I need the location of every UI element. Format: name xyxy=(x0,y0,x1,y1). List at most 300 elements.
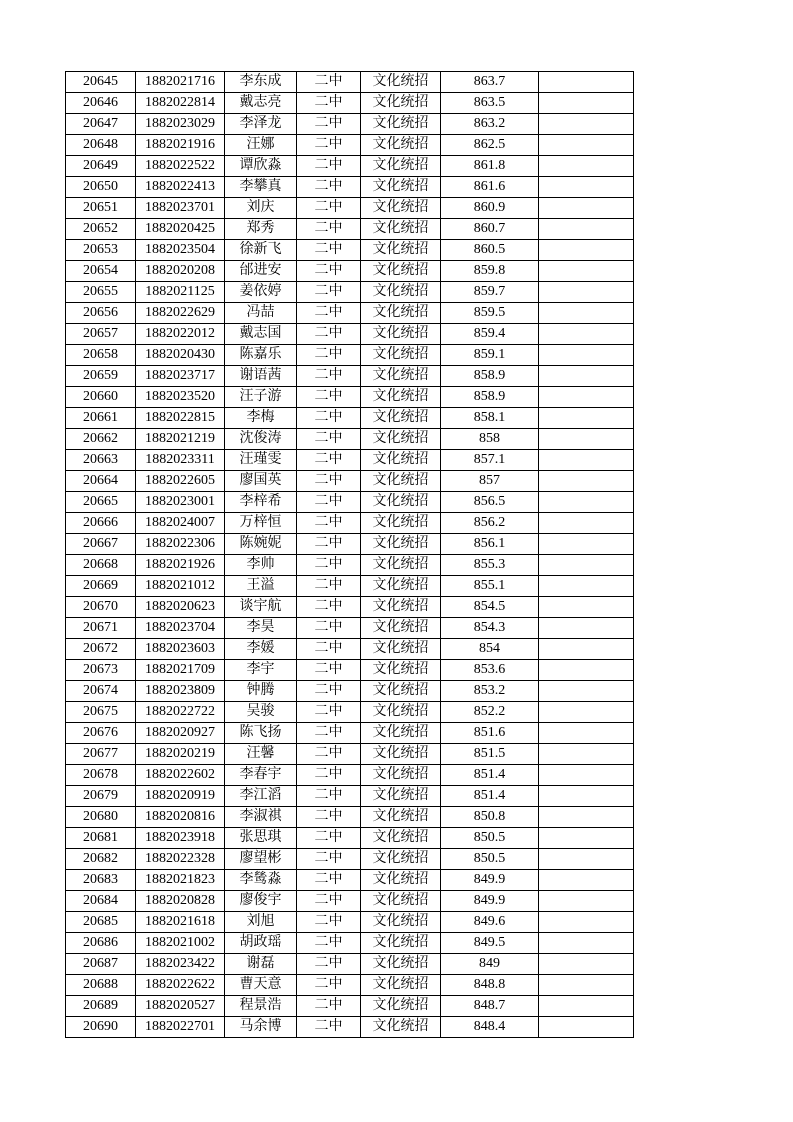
table-row xyxy=(66,849,634,870)
cell-school: 二中 xyxy=(297,408,361,429)
cell-school: 二中 xyxy=(297,534,361,555)
cell-name: 李淑祺 xyxy=(225,807,297,828)
cell-blank xyxy=(539,177,634,198)
table-row xyxy=(66,261,634,282)
cell-school: 二中 xyxy=(297,72,361,93)
table-row xyxy=(66,870,634,891)
cell-student_id: 1882022722 xyxy=(136,702,225,723)
cell-name: 郑秀 xyxy=(225,219,297,240)
cell-student_id: 1882022602 xyxy=(136,765,225,786)
cell-student_id: 1882023809 xyxy=(136,681,225,702)
table-row xyxy=(66,639,634,660)
cell-blank xyxy=(539,114,634,135)
cell-seq: 20688 xyxy=(66,975,136,996)
cell-seq: 20670 xyxy=(66,597,136,618)
cell-name: 李梅 xyxy=(225,408,297,429)
cell-score: 857.1 xyxy=(441,450,539,471)
cell-score: 849 xyxy=(441,954,539,975)
cell-school: 二中 xyxy=(297,807,361,828)
cell-score: 856.5 xyxy=(441,492,539,513)
cell-score: 859.8 xyxy=(441,261,539,282)
cell-name: 李宇 xyxy=(225,660,297,681)
cell-name: 徐新飞 xyxy=(225,240,297,261)
cell-school: 二中 xyxy=(297,597,361,618)
cell-student_id: 1882022605 xyxy=(136,471,225,492)
table-row xyxy=(66,324,634,345)
cell-score: 862.5 xyxy=(441,135,539,156)
cell-name: 廖俊宇 xyxy=(225,891,297,912)
cell-name: 姜依婷 xyxy=(225,282,297,303)
cell-seq: 20681 xyxy=(66,828,136,849)
cell-score: 849.9 xyxy=(441,891,539,912)
table-row xyxy=(66,93,634,114)
cell-student_id: 1882020425 xyxy=(136,219,225,240)
cell-seq: 20653 xyxy=(66,240,136,261)
cell-name: 万梓恒 xyxy=(225,513,297,534)
cell-blank xyxy=(539,597,634,618)
cell-seq: 20657 xyxy=(66,324,136,345)
cell-admission_type: 文化统招 xyxy=(361,660,441,681)
cell-admission_type: 文化统招 xyxy=(361,72,441,93)
cell-student_id: 1882020816 xyxy=(136,807,225,828)
cell-blank xyxy=(539,513,634,534)
cell-school: 二中 xyxy=(297,429,361,450)
cell-admission_type: 文化统招 xyxy=(361,261,441,282)
cell-student_id: 1882021716 xyxy=(136,72,225,93)
cell-name: 戴志国 xyxy=(225,324,297,345)
table-row xyxy=(66,450,634,471)
cell-name: 钟腾 xyxy=(225,681,297,702)
cell-student_id: 1882020927 xyxy=(136,723,225,744)
cell-name: 谈宇航 xyxy=(225,597,297,618)
cell-score: 848.8 xyxy=(441,975,539,996)
cell-score: 851.4 xyxy=(441,765,539,786)
cell-admission_type: 文化统招 xyxy=(361,618,441,639)
cell-blank xyxy=(539,765,634,786)
cell-name: 李泽龙 xyxy=(225,114,297,135)
cell-admission_type: 文化统招 xyxy=(361,198,441,219)
cell-score: 849.5 xyxy=(441,933,539,954)
cell-school: 二中 xyxy=(297,177,361,198)
cell-admission_type: 文化统招 xyxy=(361,786,441,807)
table-row xyxy=(66,219,634,240)
cell-blank xyxy=(539,282,634,303)
cell-seq: 20690 xyxy=(66,1017,136,1038)
cell-name: 马余博 xyxy=(225,1017,297,1038)
cell-score: 851.6 xyxy=(441,723,539,744)
cell-student_id: 1882022622 xyxy=(136,975,225,996)
cell-student_id: 1882021219 xyxy=(136,429,225,450)
cell-score: 855.1 xyxy=(441,576,539,597)
cell-admission_type: 文化统招 xyxy=(361,387,441,408)
table-row xyxy=(66,513,634,534)
cell-blank xyxy=(539,954,634,975)
cell-student_id: 1882021012 xyxy=(136,576,225,597)
cell-score: 854.3 xyxy=(441,618,539,639)
cell-student_id: 1882021002 xyxy=(136,933,225,954)
cell-admission_type: 文化统招 xyxy=(361,177,441,198)
cell-seq: 20678 xyxy=(66,765,136,786)
cell-student_id: 1882020919 xyxy=(136,786,225,807)
cell-school: 二中 xyxy=(297,744,361,765)
cell-seq: 20662 xyxy=(66,429,136,450)
cell-blank xyxy=(539,429,634,450)
table-row xyxy=(66,135,634,156)
cell-blank xyxy=(539,156,634,177)
table-row xyxy=(66,744,634,765)
cell-school: 二中 xyxy=(297,345,361,366)
cell-blank xyxy=(539,912,634,933)
cell-score: 861.6 xyxy=(441,177,539,198)
table-row xyxy=(66,72,634,93)
cell-score: 850.5 xyxy=(441,849,539,870)
cell-score: 854 xyxy=(441,639,539,660)
cell-student_id: 1882023918 xyxy=(136,828,225,849)
cell-school: 二中 xyxy=(297,93,361,114)
cell-score: 849.9 xyxy=(441,870,539,891)
cell-admission_type: 文化统招 xyxy=(361,114,441,135)
cell-school: 二中 xyxy=(297,156,361,177)
cell-school: 二中 xyxy=(297,282,361,303)
cell-blank xyxy=(539,198,634,219)
cell-blank xyxy=(539,618,634,639)
table-row xyxy=(66,933,634,954)
cell-student_id: 1882022629 xyxy=(136,303,225,324)
cell-score: 860.5 xyxy=(441,240,539,261)
cell-score: 855.3 xyxy=(441,555,539,576)
table-row xyxy=(66,618,634,639)
table-row xyxy=(66,366,634,387)
cell-seq: 20660 xyxy=(66,387,136,408)
cell-student_id: 1882020527 xyxy=(136,996,225,1017)
cell-score: 853.6 xyxy=(441,660,539,681)
cell-score: 849.6 xyxy=(441,912,539,933)
cell-school: 二中 xyxy=(297,786,361,807)
cell-name: 戴志亮 xyxy=(225,93,297,114)
cell-score: 851.4 xyxy=(441,786,539,807)
cell-admission_type: 文化统招 xyxy=(361,975,441,996)
table-row xyxy=(66,1017,634,1038)
cell-score: 858 xyxy=(441,429,539,450)
cell-student_id: 1882023603 xyxy=(136,639,225,660)
table-row xyxy=(66,345,634,366)
cell-student_id: 1882022413 xyxy=(136,177,225,198)
cell-score: 853.2 xyxy=(441,681,539,702)
cell-seq: 20668 xyxy=(66,555,136,576)
cell-seq: 20684 xyxy=(66,891,136,912)
cell-school: 二中 xyxy=(297,723,361,744)
cell-admission_type: 文化统招 xyxy=(361,765,441,786)
cell-admission_type: 文化统招 xyxy=(361,240,441,261)
table-row xyxy=(66,786,634,807)
table-row xyxy=(66,681,634,702)
cell-school: 二中 xyxy=(297,660,361,681)
cell-seq: 20685 xyxy=(66,912,136,933)
cell-school: 二中 xyxy=(297,219,361,240)
cell-seq: 20677 xyxy=(66,744,136,765)
cell-name: 曹天意 xyxy=(225,975,297,996)
cell-student_id: 1882022328 xyxy=(136,849,225,870)
cell-score: 861.8 xyxy=(441,156,539,177)
cell-student_id: 1882023422 xyxy=(136,954,225,975)
table-row xyxy=(66,198,634,219)
cell-name: 刘旭 xyxy=(225,912,297,933)
cell-score: 858.9 xyxy=(441,366,539,387)
table-row xyxy=(66,387,634,408)
cell-blank xyxy=(539,996,634,1017)
cell-admission_type: 文化统招 xyxy=(361,219,441,240)
cell-score: 860.9 xyxy=(441,198,539,219)
cell-seq: 20659 xyxy=(66,366,136,387)
cell-seq: 20646 xyxy=(66,93,136,114)
cell-student_id: 1882023520 xyxy=(136,387,225,408)
cell-school: 二中 xyxy=(297,891,361,912)
cell-admission_type: 文化统招 xyxy=(361,681,441,702)
cell-school: 二中 xyxy=(297,576,361,597)
cell-blank xyxy=(539,807,634,828)
cell-score: 858.9 xyxy=(441,387,539,408)
cell-admission_type: 文化统招 xyxy=(361,513,441,534)
cell-blank xyxy=(539,366,634,387)
cell-school: 二中 xyxy=(297,324,361,345)
table-row xyxy=(66,828,634,849)
cell-school: 二中 xyxy=(297,366,361,387)
cell-blank xyxy=(539,534,634,555)
cell-admission_type: 文化统招 xyxy=(361,429,441,450)
cell-score: 859.5 xyxy=(441,303,539,324)
cell-student_id: 1882023717 xyxy=(136,366,225,387)
cell-school: 二中 xyxy=(297,765,361,786)
cell-seq: 20648 xyxy=(66,135,136,156)
cell-student_id: 1882021926 xyxy=(136,555,225,576)
cell-score: 848.7 xyxy=(441,996,539,1017)
cell-admission_type: 文化统招 xyxy=(361,324,441,345)
cell-score: 851.5 xyxy=(441,744,539,765)
cell-name: 谢磊 xyxy=(225,954,297,975)
cell-student_id: 1882020430 xyxy=(136,345,225,366)
table-row xyxy=(66,492,634,513)
cell-score: 852.2 xyxy=(441,702,539,723)
cell-name: 李攀真 xyxy=(225,177,297,198)
cell-admission_type: 文化统招 xyxy=(361,702,441,723)
cell-name: 吴骏 xyxy=(225,702,297,723)
cell-score: 859.1 xyxy=(441,345,539,366)
cell-name: 汪馨 xyxy=(225,744,297,765)
cell-school: 二中 xyxy=(297,849,361,870)
cell-name: 汪娜 xyxy=(225,135,297,156)
cell-seq: 20655 xyxy=(66,282,136,303)
cell-admission_type: 文化统招 xyxy=(361,954,441,975)
cell-score: 858.1 xyxy=(441,408,539,429)
cell-seq: 20664 xyxy=(66,471,136,492)
cell-blank xyxy=(539,240,634,261)
cell-school: 二中 xyxy=(297,240,361,261)
cell-blank xyxy=(539,555,634,576)
cell-seq: 20665 xyxy=(66,492,136,513)
cell-seq: 20671 xyxy=(66,618,136,639)
cell-name: 程景浩 xyxy=(225,996,297,1017)
cell-blank xyxy=(539,492,634,513)
cell-score: 863.2 xyxy=(441,114,539,135)
cell-student_id: 1882023001 xyxy=(136,492,225,513)
cell-admission_type: 文化统招 xyxy=(361,303,441,324)
cell-blank xyxy=(539,72,634,93)
cell-admission_type: 文化统招 xyxy=(361,723,441,744)
cell-admission_type: 文化统招 xyxy=(361,135,441,156)
cell-admission_type: 文化统招 xyxy=(361,471,441,492)
cell-blank xyxy=(539,303,634,324)
cell-student_id: 1882021709 xyxy=(136,660,225,681)
cell-admission_type: 文化统招 xyxy=(361,807,441,828)
cell-seq: 20672 xyxy=(66,639,136,660)
cell-student_id: 1882023701 xyxy=(136,198,225,219)
table-row xyxy=(66,576,634,597)
table-row xyxy=(66,912,634,933)
table-row xyxy=(66,807,634,828)
cell-score: 859.7 xyxy=(441,282,539,303)
cell-blank xyxy=(539,1017,634,1038)
cell-score: 856.1 xyxy=(441,534,539,555)
cell-student_id: 1882022701 xyxy=(136,1017,225,1038)
cell-seq: 20647 xyxy=(66,114,136,135)
cell-blank xyxy=(539,576,634,597)
cell-blank xyxy=(539,93,634,114)
cell-seq: 20674 xyxy=(66,681,136,702)
cell-blank xyxy=(539,870,634,891)
cell-seq: 20683 xyxy=(66,870,136,891)
cell-blank xyxy=(539,828,634,849)
cell-score: 863.5 xyxy=(441,93,539,114)
cell-score: 854.5 xyxy=(441,597,539,618)
table-row xyxy=(66,555,634,576)
cell-student_id: 1882020828 xyxy=(136,891,225,912)
cell-blank xyxy=(539,387,634,408)
cell-seq: 20658 xyxy=(66,345,136,366)
cell-blank xyxy=(539,975,634,996)
cell-seq: 20669 xyxy=(66,576,136,597)
table-row xyxy=(66,660,634,681)
cell-seq: 20663 xyxy=(66,450,136,471)
cell-name: 李梓希 xyxy=(225,492,297,513)
cell-name: 陈婉妮 xyxy=(225,534,297,555)
cell-admission_type: 文化统招 xyxy=(361,996,441,1017)
cell-school: 二中 xyxy=(297,681,361,702)
cell-blank xyxy=(539,723,634,744)
cell-seq: 20650 xyxy=(66,177,136,198)
cell-admission_type: 文化统招 xyxy=(361,156,441,177)
cell-score: 863.7 xyxy=(441,72,539,93)
results-table-body xyxy=(66,72,634,1038)
cell-admission_type: 文化统招 xyxy=(361,639,441,660)
table-row xyxy=(66,891,634,912)
cell-name: 王溢 xyxy=(225,576,297,597)
cell-name: 邰进安 xyxy=(225,261,297,282)
cell-seq: 20687 xyxy=(66,954,136,975)
cell-school: 二中 xyxy=(297,912,361,933)
cell-student_id: 1882021125 xyxy=(136,282,225,303)
cell-score: 850.5 xyxy=(441,828,539,849)
cell-school: 二中 xyxy=(297,870,361,891)
table-row xyxy=(66,975,634,996)
cell-name: 陈飞扬 xyxy=(225,723,297,744)
cell-blank xyxy=(539,471,634,492)
cell-admission_type: 文化统招 xyxy=(361,450,441,471)
cell-seq: 20654 xyxy=(66,261,136,282)
cell-blank xyxy=(539,849,634,870)
cell-school: 二中 xyxy=(297,639,361,660)
cell-score: 856.2 xyxy=(441,513,539,534)
cell-admission_type: 文化统招 xyxy=(361,828,441,849)
cell-student_id: 1882022814 xyxy=(136,93,225,114)
cell-blank xyxy=(539,744,634,765)
table-row xyxy=(66,240,634,261)
cell-student_id: 1882023504 xyxy=(136,240,225,261)
cell-school: 二中 xyxy=(297,555,361,576)
cell-school: 二中 xyxy=(297,387,361,408)
cell-student_id: 1882020219 xyxy=(136,744,225,765)
cell-school: 二中 xyxy=(297,450,361,471)
cell-seq: 20675 xyxy=(66,702,136,723)
cell-admission_type: 文化统招 xyxy=(361,93,441,114)
cell-seq: 20679 xyxy=(66,786,136,807)
cell-name: 冯喆 xyxy=(225,303,297,324)
table-row xyxy=(66,534,634,555)
cell-name: 李媛 xyxy=(225,639,297,660)
cell-admission_type: 文化统招 xyxy=(361,870,441,891)
cell-score: 857 xyxy=(441,471,539,492)
cell-school: 二中 xyxy=(297,828,361,849)
cell-score: 848.4 xyxy=(441,1017,539,1038)
table-row xyxy=(66,471,634,492)
cell-student_id: 1882022012 xyxy=(136,324,225,345)
cell-school: 二中 xyxy=(297,114,361,135)
cell-seq: 20651 xyxy=(66,198,136,219)
cell-seq: 20652 xyxy=(66,219,136,240)
cell-admission_type: 文化统招 xyxy=(361,366,441,387)
cell-school: 二中 xyxy=(297,996,361,1017)
cell-seq: 20673 xyxy=(66,660,136,681)
cell-admission_type: 文化统招 xyxy=(361,576,441,597)
cell-score: 850.8 xyxy=(441,807,539,828)
cell-school: 二中 xyxy=(297,198,361,219)
table-row xyxy=(66,954,634,975)
cell-blank xyxy=(539,345,634,366)
table-row xyxy=(66,765,634,786)
table-row xyxy=(66,156,634,177)
cell-school: 二中 xyxy=(297,513,361,534)
cell-seq: 20689 xyxy=(66,996,136,1017)
table-row xyxy=(66,303,634,324)
table-row xyxy=(66,723,634,744)
cell-school: 二中 xyxy=(297,975,361,996)
cell-blank xyxy=(539,450,634,471)
cell-name: 陈嘉乐 xyxy=(225,345,297,366)
cell-school: 二中 xyxy=(297,933,361,954)
cell-admission_type: 文化统招 xyxy=(361,744,441,765)
cell-student_id: 1882023311 xyxy=(136,450,225,471)
cell-seq: 20645 xyxy=(66,72,136,93)
cell-admission_type: 文化统招 xyxy=(361,555,441,576)
cell-seq: 20680 xyxy=(66,807,136,828)
cell-student_id: 1882021916 xyxy=(136,135,225,156)
table-row xyxy=(66,408,634,429)
cell-name: 李春宇 xyxy=(225,765,297,786)
cell-school: 二中 xyxy=(297,492,361,513)
cell-school: 二中 xyxy=(297,261,361,282)
cell-blank xyxy=(539,261,634,282)
results-table xyxy=(65,71,634,1038)
cell-score: 859.4 xyxy=(441,324,539,345)
